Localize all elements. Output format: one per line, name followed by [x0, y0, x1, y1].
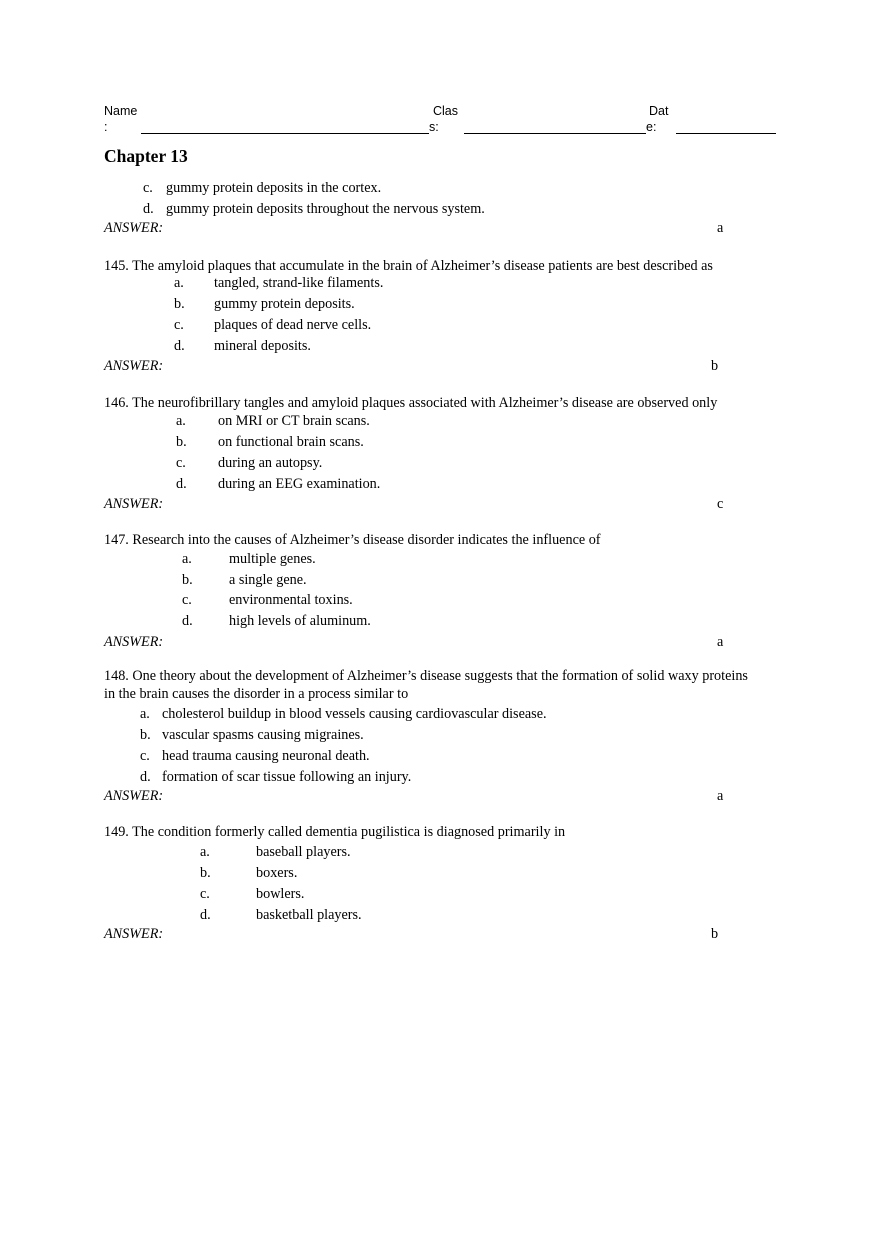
answer-label: ANSWER: [104, 926, 164, 942]
option-text: gummy protein deposits. [214, 296, 355, 312]
header-fields [104, 104, 784, 138]
option-146-b [176, 432, 364, 452]
option-text: cholesterol buildup in blood vessels causing cardiovascular disease. [162, 706, 547, 722]
answer-label: ANSWER: [104, 634, 164, 650]
option-letter: c. [176, 455, 186, 471]
option-letter: c. [174, 317, 184, 333]
option-146-d [176, 474, 380, 494]
option-text: on functional brain scans. [218, 434, 364, 450]
option-letter: d. [140, 769, 151, 785]
answer-label: ANSWER: [104, 788, 164, 804]
option-letter: a. [174, 275, 184, 291]
option-text: during an autopsy. [218, 455, 323, 471]
option-letter: b. [174, 296, 185, 312]
option-letter: c. [140, 748, 150, 764]
class-label-bottom: s: [429, 120, 439, 134]
option-148-b [140, 725, 364, 745]
option-148-d [140, 767, 411, 787]
option-text: on MRI or CT brain scans. [218, 413, 370, 429]
class-field-line[interactable] [464, 133, 646, 134]
date-label-bottom: e: [646, 120, 657, 134]
option-text: mineral deposits. [214, 338, 311, 354]
question-stem-146: 146. The neurofibrillary tangles and amyloid plaques associated with Alzheimer’s disease are observed only [104, 395, 718, 411]
option-text: during an EEG examination. [218, 476, 381, 492]
continued-option-d [143, 199, 485, 219]
option-text: gummy protein deposits in the cortex. [166, 180, 382, 196]
option-text: plaques of dead nerve cells. [214, 317, 372, 333]
option-text: baseball players. [256, 844, 351, 860]
answer-value: b [711, 926, 719, 942]
option-text: multiple genes. [229, 551, 316, 567]
option-text: environmental toxins. [229, 592, 353, 608]
option-letter: a. [182, 551, 192, 567]
option-letter: d. [143, 201, 154, 217]
question-stem-145: 145. The amyloid plaques that accumulate in the brain of Alzheimer’s disease patients are best described as [104, 258, 713, 274]
option-text: a single gene. [229, 572, 307, 588]
continued-option-c [143, 178, 381, 198]
option-letter: d. [174, 338, 185, 354]
answer-value: a [717, 788, 724, 804]
option-148-a [140, 704, 547, 724]
option-letter: c. [182, 592, 192, 608]
name-label-top: Name [104, 104, 138, 118]
option-149-b [200, 863, 297, 883]
option-letter: d. [200, 907, 211, 923]
name-label-bottom: : [104, 120, 108, 134]
option-letter: a. [200, 844, 210, 860]
answer-value: a [717, 220, 724, 236]
option-147-c [182, 590, 353, 610]
option-letter: d. [182, 613, 193, 629]
option-147-d [182, 611, 371, 631]
answer-value: c [717, 496, 724, 512]
option-149-a [200, 842, 351, 862]
option-145-c [174, 315, 371, 335]
option-145-a [174, 273, 383, 293]
chapter-title: Chapter 13 [104, 146, 188, 166]
option-text: high levels of aluminum. [229, 613, 371, 629]
option-149-d [200, 905, 362, 925]
option-letter: a. [140, 706, 150, 722]
option-text: boxers. [256, 865, 298, 881]
date-field-line[interactable] [676, 133, 776, 134]
option-text: head trauma causing neuronal death. [162, 748, 370, 764]
answer-value: b [711, 358, 719, 374]
option-letter: b. [200, 865, 211, 881]
option-text: tangled, strand-like filaments. [214, 275, 384, 291]
question-stem-149: 149. The condition formerly called dementia pugilistica is diagnosed primarily in [104, 824, 566, 840]
answer-label: ANSWER: [104, 358, 164, 374]
date-label-top: Dat [649, 104, 669, 118]
class-label-top: Clas [433, 104, 459, 118]
option-147-a [182, 549, 316, 569]
answer-label: ANSWER: [104, 496, 164, 512]
answer-label: ANSWER: [104, 220, 164, 236]
question-stem-148: 148. One theory about the development of Alzheimer’s disease suggests that the formation of solid waxy proteins in the brain causes the disorder in a process similar to [104, 668, 748, 702]
option-147-b [182, 570, 307, 590]
option-text: bowlers. [256, 886, 305, 902]
option-145-b [174, 294, 355, 314]
option-145-d [174, 336, 311, 356]
option-146-a [176, 411, 370, 431]
option-letter: c. [143, 180, 153, 196]
option-text: basketball players. [256, 907, 362, 923]
option-letter: c. [200, 886, 210, 902]
option-149-c [200, 884, 304, 904]
option-letter: b. [182, 572, 193, 588]
answer-value: a [717, 634, 724, 650]
option-text: vascular spasms causing migraines. [162, 727, 364, 743]
option-text: gummy protein deposits throughout the nervous system. [166, 201, 485, 217]
option-letter: a. [176, 413, 186, 429]
option-letter: b. [140, 727, 151, 743]
option-letter: b. [176, 434, 187, 450]
question-stem-147: 147. Research into the causes of Alzheimer’s disease disorder indicates the influence of [104, 532, 601, 548]
option-146-c [176, 453, 322, 473]
name-field-line[interactable] [141, 133, 429, 134]
option-148-c [140, 746, 370, 766]
option-letter: d. [176, 476, 187, 492]
option-text: formation of scar tissue following an injury. [162, 769, 412, 785]
